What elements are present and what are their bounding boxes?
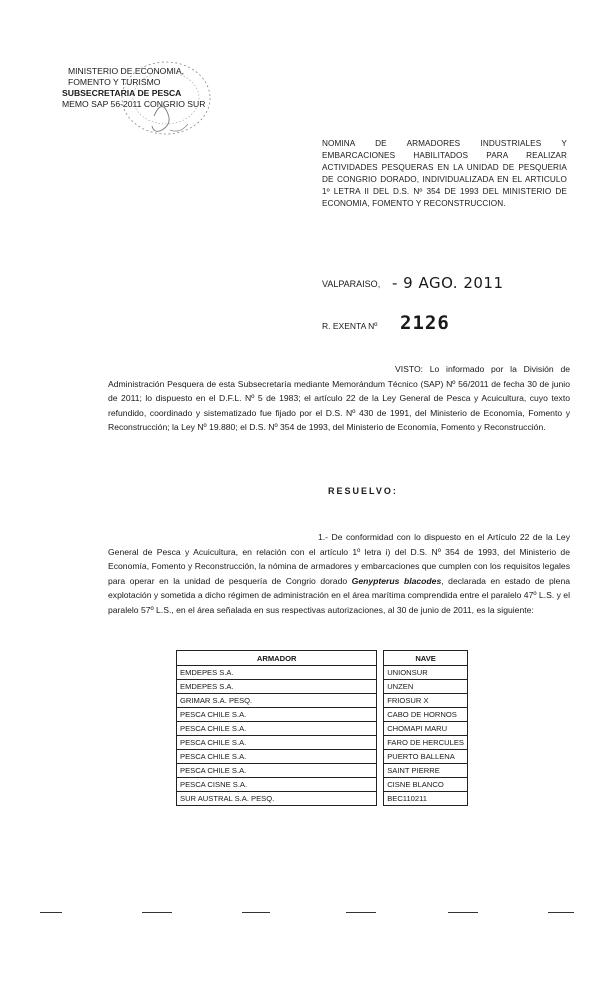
table-row: [177, 708, 468, 722]
species-name: Genypterus blacodes: [351, 575, 442, 586]
place-date: [322, 274, 562, 294]
footer-rule: [40, 912, 62, 913]
resolution-number: 2126: [400, 312, 450, 334]
table-row: [177, 722, 468, 736]
armador-cell: PESCA CISNE S.A.: [177, 778, 377, 792]
table-row: [177, 750, 468, 764]
table-row: [177, 680, 468, 694]
footer-rule: [242, 912, 270, 913]
nave-cell: UNZEN: [384, 680, 468, 694]
letterhead-subsecretaria: SUBSECRETARIA DE PESCA: [62, 88, 182, 98]
armador-cell: EMDEPES S.A.: [177, 666, 377, 680]
armador-cell: EMDEPES S.A.: [177, 680, 377, 694]
armador-cell: PESCA CHILE S.A.: [177, 736, 377, 750]
table-row: [177, 736, 468, 750]
armador-cell: GRIMAR S.A. PESQ.: [177, 694, 377, 708]
nave-cell: PUERTO BALLENA: [384, 750, 468, 764]
document-title: NOMINA DE ARMADORES INDUSTRIALES Y EMBARCACIONES HABILITADOS PARA REALIZAR ACTIVIDADES PESQUERAS EN LA UNIDAD DE PESQUERIA DE CONGRIO DORADO, INDIVIDUALIZADA EN EL ARTICULO 1º LETRA II DEL D.S. Nº 354 DE 1993 DEL MINISTERIO DE ECONOMIA, FOMENTO Y RECONSTRUCCION.: [322, 139, 567, 208]
armador-cell: PESCA CHILE S.A.: [177, 750, 377, 764]
letterhead-ministry-2: FOMENTO Y TURISMO: [68, 77, 161, 87]
table-row: [177, 792, 468, 806]
date-stamp: - 9 AGO. 2011: [392, 274, 504, 292]
column-gap: [377, 750, 384, 764]
footer-rule: [346, 912, 376, 913]
armador-cell: PESCA CHILE S.A.: [177, 764, 377, 778]
table-row: [177, 666, 468, 680]
letterhead-memo: MEMO SAP 56-2011 CONGRIO SUR: [62, 99, 206, 109]
table-row: [177, 778, 468, 792]
letterhead-ministry: MINISTERIO DE ECONOMIA,: [68, 66, 185, 76]
nave-cell: UNIONSUR: [384, 666, 468, 680]
column-gap: [377, 722, 384, 736]
nave-cell: SAINT PIERRE: [384, 764, 468, 778]
place-label: VALPARAISO,: [322, 279, 381, 289]
footer-rule: [142, 912, 172, 913]
column-gap: [377, 736, 384, 750]
column-gap: [377, 666, 384, 680]
resolution-label: R. EXENTA Nº: [322, 321, 378, 331]
table-row: [177, 764, 468, 778]
paragraph-1-end: , declarada en estado de plena explotación y sometida a dicho régimen de administración en el área marítima comprendida entre el paralelo 47º L.S. y el paralelo 57º L.S., en el área señalada en sus respectivas autorizaciones, al 30 de junio de 2011, es la siguiente:: [108, 575, 570, 615]
armador-cell: PESCA CHILE S.A.: [177, 708, 377, 722]
armador-cell: SUR AUSTRAL S.A. PESQ.: [177, 792, 377, 806]
footer-rule: [548, 912, 574, 913]
footer-rule: [448, 912, 478, 913]
resuelvo-heading: RESUELVO:: [328, 486, 398, 496]
column-gap: [377, 694, 384, 708]
table-header-row: [177, 651, 468, 666]
column-gap: [377, 792, 384, 806]
column-header-nave: NAVE: [384, 651, 468, 666]
column-gap: [377, 708, 384, 722]
paragraph-1: [108, 530, 570, 617]
vessel-table: [176, 650, 468, 806]
nave-cell: BEC110211: [384, 792, 468, 806]
nave-cell: CISNE BLANCO: [384, 778, 468, 792]
resolution-number-line: [322, 312, 522, 336]
column-gap: [377, 764, 384, 778]
column-gap: [377, 680, 384, 694]
table-row: [177, 694, 468, 708]
paragraph-1-start: 1.- De conformidad con lo dispuesto en el Artículo 22 de la Ley General de Pesca y Acuicultura, en relación con el artículo 1º letra i) del D.S. Nº 354 de 1993, del Ministerio de Economía, Fomento y Reconstrucción, la nómina de armadores y embarcaciones que cumplen con los requisitos legales para operar en la unidad de pesquería de Congrio dorado: [108, 532, 570, 586]
official-stamp-icon: [108, 58, 216, 150]
visto-paragraph: VISTO: Lo informado por la División de Administración Pesquera de esta Subsecretaría mediante Memorándum Técnico (SAP) Nº 56/2011 de fecha 30 de junio de 2011; lo dispuesto en el D.F.L. Nº 5 de 1983; el artículo 22 de la Ley General de Pesca y Acuicultura, cuyo texto refundido, coordinado y sistematizado fue fijado por el D.S. Nº 430 de 1991, del Ministerio de Economía, Fomento y Reconstrucción; la Ley Nº 19.880; el D.S. Nº 354 de 1993, del Ministerio de Economía, Fomento y Reconstrucción.: [108, 364, 570, 432]
nave-cell: CHOMAPI MARU: [384, 722, 468, 736]
armador-cell: PESCA CHILE S.A.: [177, 722, 377, 736]
column-gap: [377, 778, 384, 792]
nave-cell: FARO DE HERCULES: [384, 736, 468, 750]
nave-cell: FRIOSUR X: [384, 694, 468, 708]
nave-cell: CABO DE HORNOS: [384, 708, 468, 722]
column-gap: [377, 651, 384, 666]
column-header-armador: ARMADOR: [177, 651, 377, 666]
